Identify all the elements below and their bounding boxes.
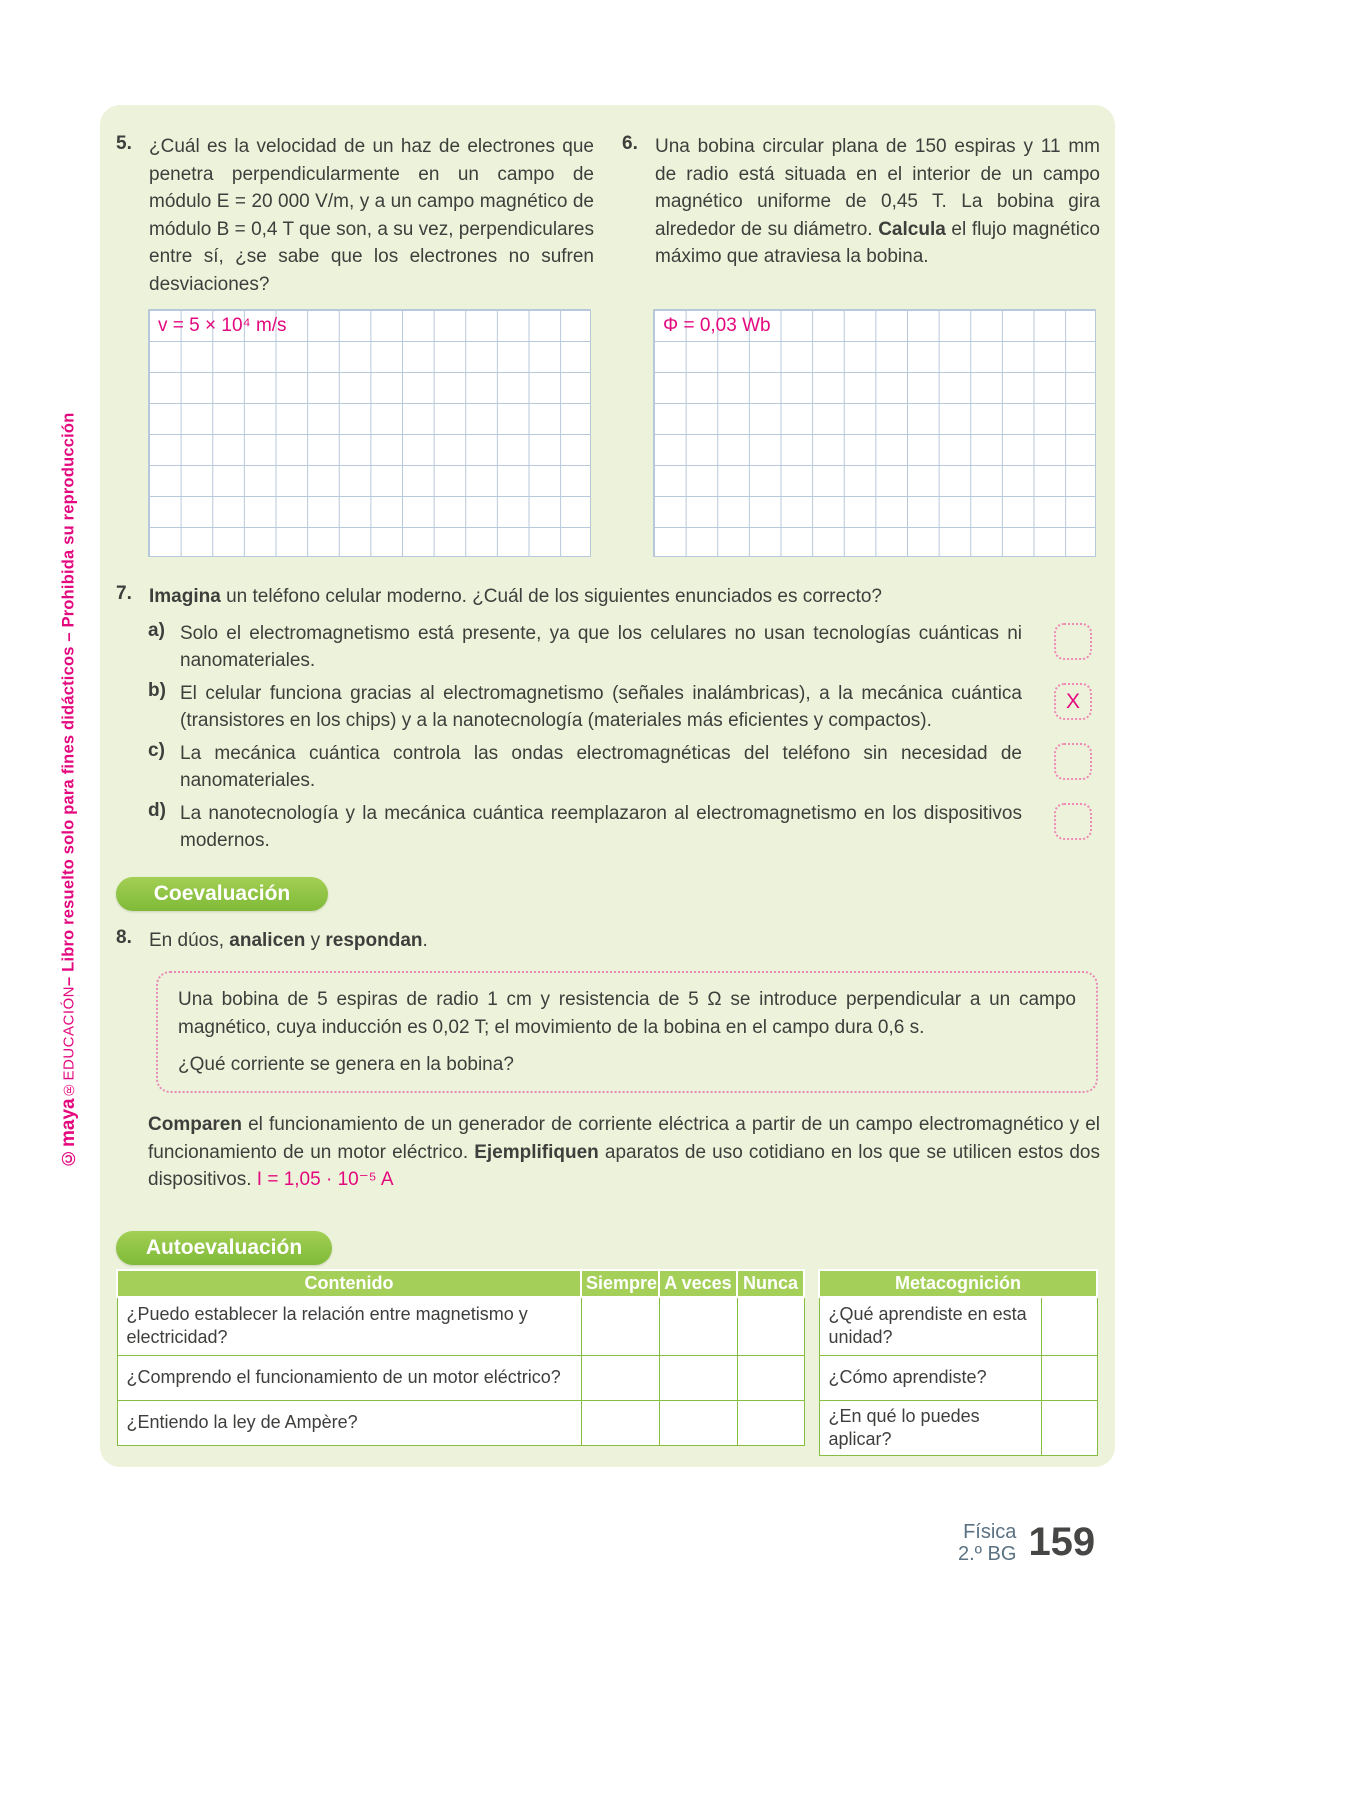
question-6 — [622, 133, 1100, 271]
page-number: 159 — [1028, 1520, 1096, 1564]
metacognition-question: ¿En qué lo puedes aplicar? — [819, 1400, 1041, 1455]
answer-cell-aveces[interactable] — [659, 1400, 737, 1445]
answer-cell-siempre[interactable] — [581, 1297, 659, 1355]
question-verb: Imagina — [149, 586, 221, 607]
answer-cell[interactable] — [1041, 1400, 1097, 1455]
question-verb: Calcula — [878, 218, 946, 240]
question-text-part: un teléfono celular moderno. ¿Cuál de los siguientes enunciados es correcto? — [220, 586, 882, 607]
content-question: ¿Entiendo la ley de Ampère? — [117, 1400, 581, 1445]
header-metacognicion: Metacognición — [819, 1270, 1097, 1297]
content-question: ¿Comprendo el funcionamiento de un motor eléctrico? — [117, 1355, 581, 1400]
answer-value-q8: I = 1,05 · 10⁻⁵ A — [256, 1169, 394, 1190]
question-text-part: y — [305, 930, 326, 951]
answer-grid-q5[interactable] — [148, 309, 591, 557]
answer-cell-aveces[interactable] — [659, 1297, 737, 1355]
section-title: Autoevaluación — [145, 1236, 303, 1259]
checkbox-option-a[interactable] — [1054, 623, 1092, 660]
header-aveces: A veces — [659, 1270, 737, 1297]
header-nunca: Nunca — [737, 1270, 804, 1297]
question-8 — [116, 927, 1016, 955]
answer-cell[interactable] — [1041, 1297, 1097, 1355]
answer-cell-nunca[interactable] — [737, 1400, 804, 1445]
table-header-row — [819, 1270, 1097, 1297]
subject-name: Física — [963, 1520, 1017, 1543]
table-row — [117, 1355, 804, 1400]
publisher-logo: ©maya — [58, 1097, 79, 1168]
option-d — [116, 800, 1108, 855]
question-text-part: Una bobina circular plana de 150 espiras y 11 mm de radio está situada en el interior de un campo magnético uniforme de 0,45 T. La bobina gira alrededor de su diámetro. — [655, 136, 1100, 240]
metacognition-question: ¿Qué aprendiste en esta unidad? — [819, 1297, 1041, 1355]
grade-level: 2.º BG — [958, 1542, 1017, 1565]
table-row — [117, 1400, 804, 1445]
page-footer — [958, 1520, 1095, 1565]
copyright-notice: – Libro resuelto solo para fines didácticos – Prohibida su reproducción — [59, 412, 78, 986]
option-text: La nanotecnología y la mecánica cuántica reemplazaron al electromagnetismo en los dispositivos modernos. — [180, 802, 1022, 851]
question-number: 6. — [622, 133, 638, 154]
instruction-verb: Comparen — [148, 1114, 242, 1135]
answer-cell-siempre[interactable] — [581, 1400, 659, 1445]
compare-paragraph — [148, 1111, 1100, 1194]
table-row — [117, 1297, 804, 1355]
option-b — [116, 680, 1108, 735]
activity-question: ¿Qué corriente se genera en la bobina? — [178, 1054, 514, 1075]
option-text: Solo el electromagnetismo está presente, ya que los celulares no usan tecnologías cuánticas ni nanomateriales. — [180, 622, 1022, 671]
option-c — [116, 740, 1108, 795]
question-verb: respondan — [325, 930, 423, 951]
checkbox-option-d[interactable] — [1054, 803, 1092, 840]
option-letter: b) — [148, 679, 166, 701]
table-row — [819, 1355, 1097, 1400]
instruction-text: el funcionamiento de un generador de corriente eléctrica a partir de un campo electromagnético y el funcionamiento de un motor eléctrico. — [148, 1114, 1100, 1163]
question-verb: analicen — [229, 930, 306, 951]
question-text-part: . — [422, 930, 428, 951]
option-text: La mecánica cuántica controla las ondas electromagnéticas del teléfono sin necesidad de nanomateriales. — [180, 742, 1022, 791]
answer-cell-nunca[interactable] — [737, 1355, 804, 1400]
checkbox-option-b[interactable] — [1054, 683, 1092, 720]
instruction-verb: Ejemplifiquen — [474, 1141, 599, 1163]
content-panel — [100, 105, 1115, 1467]
question-number: 8. — [116, 927, 132, 948]
table-row — [819, 1400, 1097, 1455]
question-number: 5. — [116, 133, 132, 154]
question-text — [149, 583, 1108, 611]
activity-statement: Una bobina de 5 espiras de radio 1 cm y resistencia de 5 Ω se introduce perpendicular a un campo magnético, cuya inducción es 0,02 T; el movimiento de la bobina en el campo dura 0,6 s. — [178, 989, 1076, 1038]
section-heading-coevaluacion — [116, 877, 328, 911]
answer-grid-q6[interactable] — [653, 309, 1096, 557]
copyright-sidebar — [58, 410, 80, 1170]
checkbox-option-c[interactable] — [1054, 743, 1092, 780]
self-eval-table — [116, 1269, 805, 1446]
question-7 — [116, 583, 1108, 860]
answer-cell-nunca[interactable] — [737, 1297, 804, 1355]
answer-value-q6: Φ = 0,03 Wb — [663, 315, 771, 336]
section-title: Coevaluación — [153, 882, 291, 905]
option-text: El celular funciona gracias al electromagnetismo (señales inalámbricas), a la mecánica cuántica (transistores en los chips) y a la nanotecnología (materiales más eficientes y compactos). — [180, 682, 1022, 731]
metacognition-question: ¿Cómo aprendiste? — [819, 1355, 1041, 1400]
activity-box — [156, 971, 1098, 1093]
header-contenido: Contenido — [117, 1270, 581, 1297]
publisher-name: ®EDUCACIÓN — [60, 985, 78, 1098]
options-list — [116, 620, 1108, 855]
option-letter: c) — [148, 739, 165, 761]
answer-cell[interactable] — [1041, 1355, 1097, 1400]
question-text — [655, 133, 1100, 271]
question-5 — [116, 133, 594, 298]
answer-cell-aveces[interactable] — [659, 1355, 737, 1400]
header-siempre: Siempre — [581, 1270, 659, 1297]
section-heading-autoevaluacion — [116, 1231, 332, 1265]
option-letter: a) — [148, 619, 165, 641]
answer-value-q5: v = 5 × 10⁴ m/s — [158, 315, 287, 336]
checkbox-x-mark: X — [1065, 689, 1080, 713]
option-a — [116, 620, 1108, 675]
question-text: ¿Cuál es la velocidad de un haz de electrones que penetra perpendicularmente en un campo de módulo E = 20 000 V/m, y a un campo magnético de módulo B = 0,4 T que son, a su vez, perpendiculares entre sí, ¿se sabe que los electrones no sufren desviaciones? — [149, 136, 594, 295]
subject-label — [958, 1521, 1016, 1565]
question-number: 7. — [116, 583, 132, 604]
content-question: ¿Puedo establecer la relación entre magnetismo y electricidad? — [117, 1297, 581, 1355]
question-text-part: el flujo magnético máximo que atraviesa la bobina. — [655, 218, 1100, 267]
question-text — [149, 927, 1016, 955]
table-row — [819, 1297, 1097, 1355]
question-text-part: En dúos, — [149, 930, 230, 951]
metacognition-table — [818, 1269, 1098, 1456]
answer-cell-siempre[interactable] — [581, 1355, 659, 1400]
option-letter: d) — [148, 799, 166, 821]
instruction-text: aparatos de uso cotidiano en los que se utilicen estos dos dispositivos. — [148, 1141, 1100, 1190]
table-header-row — [117, 1270, 804, 1297]
